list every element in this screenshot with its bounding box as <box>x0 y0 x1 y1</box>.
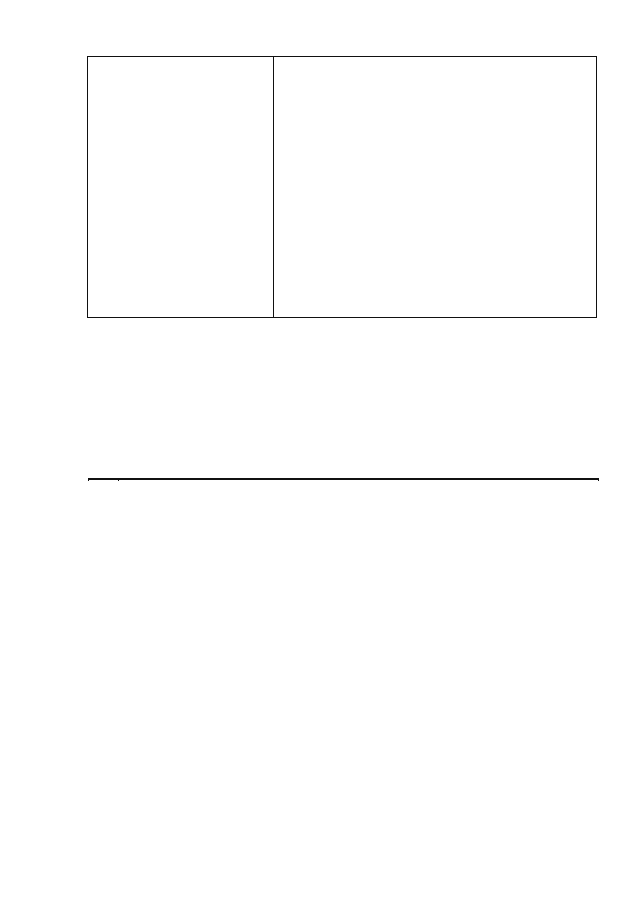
header-task <box>119 479 193 480</box>
header-years-group <box>193 479 529 480</box>
continued-table-box <box>87 56 597 318</box>
funding-text-cell <box>274 57 596 317</box>
header-no <box>89 479 119 480</box>
header-total <box>529 479 599 480</box>
budget-table <box>88 478 599 480</box>
empty-left-cell <box>88 57 274 317</box>
